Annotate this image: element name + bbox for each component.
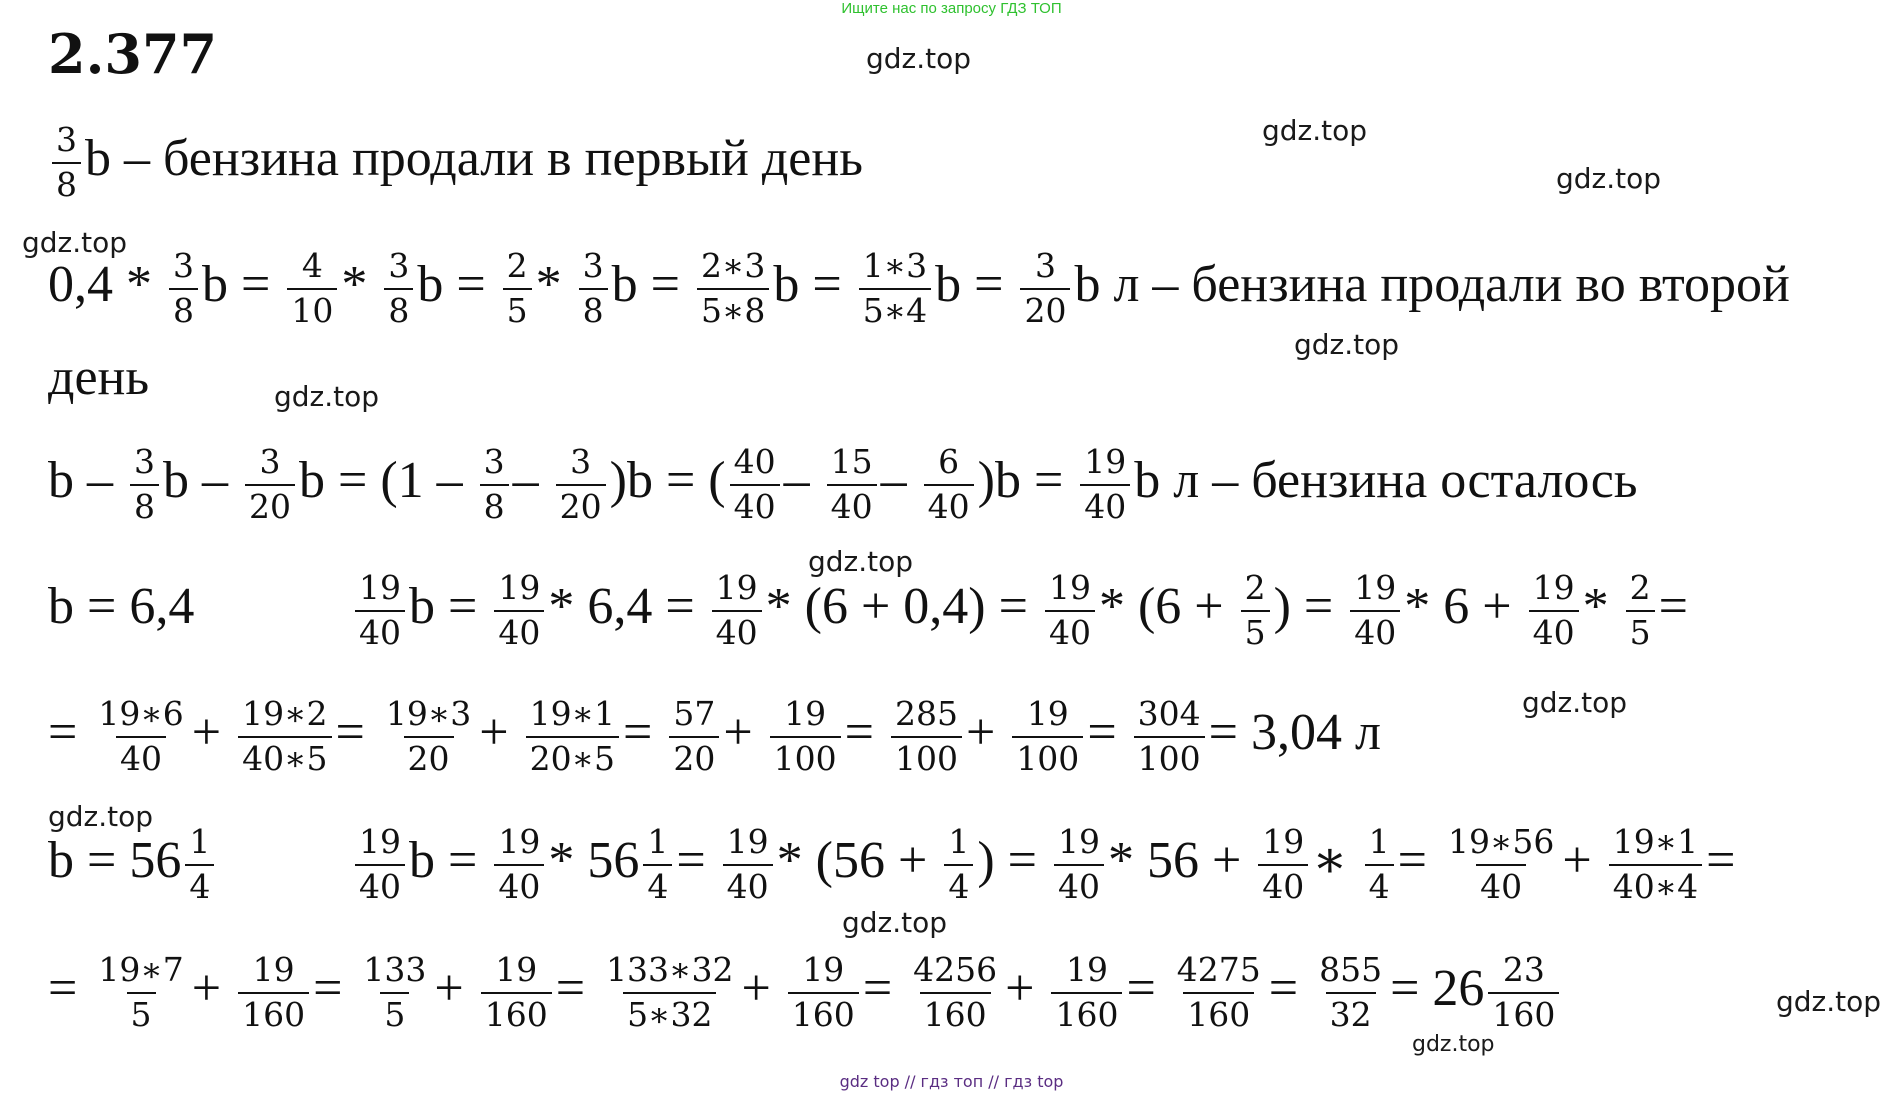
fraction: $\frac{19∗6}{40}$ [98, 694, 184, 778]
fraction: $\frac{855}{32}$ [1319, 950, 1383, 1034]
equation-line-4 [48, 444, 1638, 526]
watermark: gdz.top [274, 380, 380, 413]
equation-line-5 [48, 570, 1688, 652]
fraction: $\frac{19∗1}{40∗4}$ [1609, 824, 1702, 906]
fraction: $\frac{3}{8}$ [579, 248, 608, 330]
math-text: b = [935, 255, 1004, 313]
equation-line-7 [48, 824, 1735, 906]
math-text: = [1397, 831, 1427, 889]
footer-links: gdz top // гдз топ // гдз top [839, 1072, 1064, 1091]
fraction: $\frac{1}{4}$ [944, 824, 973, 906]
fraction: $\frac{40}{40}$ [730, 444, 780, 526]
fraction: $\frac{15}{40}$ [827, 444, 877, 526]
fraction: $\frac{19}{160}$ [788, 952, 859, 1034]
watermark: gdz.top [808, 545, 914, 578]
math-text: – [783, 451, 810, 509]
math-text: b = (1 – [299, 451, 463, 509]
watermark: gdz.top [1522, 686, 1628, 719]
watermark: gdz.top [842, 906, 948, 939]
math-text: * 56 [548, 831, 640, 889]
math-text: * (6 + [1098, 577, 1224, 635]
fraction: $\frac{133}{5}$ [363, 950, 427, 1034]
math-text: = [1658, 577, 1688, 635]
math-text: ) = [1273, 577, 1334, 635]
math-text: b = 56 [48, 831, 182, 889]
math-text: = [862, 959, 893, 1017]
math-text: + [1005, 959, 1035, 1017]
fraction: $\frac{19}{40}$ [355, 824, 405, 906]
math-text: * (6 + 0,4) = [765, 577, 1028, 635]
fraction: $\frac{304}{100}$ [1134, 696, 1205, 778]
math-text: = [1126, 959, 1156, 1017]
fraction: $\frac{19}{40}$ [1045, 570, 1095, 652]
math-text: – [512, 451, 539, 509]
math-text: b = 6,4 [48, 577, 195, 635]
math-text: * 6,4 = [548, 577, 695, 635]
equation-line-2 [48, 248, 1790, 330]
fraction: $\frac{4256}{160}$ [913, 950, 998, 1034]
fraction: $\frac{19∗56}{40}$ [1447, 822, 1555, 906]
math-text: ∗ [1312, 831, 1348, 889]
fraction: $\frac{3}{8}$ [384, 248, 413, 330]
math-text: = [48, 959, 78, 1017]
watermark: gdz.top [1776, 985, 1882, 1018]
fraction: $\frac{3}{8}$ [52, 122, 81, 204]
math-text: = [555, 959, 586, 1017]
fraction: $\frac{19}{40}$ [1054, 824, 1104, 906]
fraction: $\frac{1}{4}$ [185, 824, 214, 906]
equation-line-6 [48, 696, 1381, 778]
fraction: $\frac{19}{40}$ [355, 570, 405, 652]
math-text: * 56 + [1107, 831, 1242, 889]
fraction: $\frac{3}{20}$ [245, 444, 295, 526]
watermark: gdz.top [1412, 1032, 1495, 1057]
math-text: * [1582, 577, 1609, 635]
fraction: $\frac{133∗32}{5∗32}$ [606, 950, 734, 1034]
watermark: gdz.top [866, 42, 972, 75]
equation-line-1 [48, 122, 863, 204]
fraction: $\frac{19}{40}$ [1350, 570, 1400, 652]
fraction: $\frac{285}{100}$ [891, 696, 962, 778]
math-text: = 26 [1390, 959, 1485, 1017]
math-text: = [844, 703, 874, 761]
math-text: = [1706, 831, 1736, 889]
fraction: $\frac{19}{40}$ [1080, 444, 1130, 526]
math-text: b = [773, 255, 842, 313]
fraction: $\frac{1}{4}$ [643, 824, 672, 906]
fraction: $\frac{4275}{160}$ [1176, 950, 1261, 1034]
math-text: b – бензина продали в первый день [85, 129, 863, 187]
math-text: + [723, 703, 753, 761]
math-text: b = [611, 255, 680, 313]
fraction: $\frac{19}{40}$ [723, 824, 773, 906]
fraction: $\frac{19∗7}{5}$ [98, 950, 184, 1034]
fraction: $\frac{19}{40}$ [1529, 570, 1579, 652]
watermark: gdz.top [1556, 162, 1662, 195]
fraction: $\frac{19}{40}$ [494, 824, 544, 906]
equation-line-8 [48, 952, 1563, 1034]
math-text: )b = [977, 451, 1064, 509]
math-text: b = [409, 577, 478, 635]
math-text: + [965, 703, 996, 761]
watermark: gdz.top [1262, 114, 1368, 147]
fraction: $\frac{1∗3}{5∗4}$ [859, 248, 931, 330]
fraction: $\frac{3}{20}$ [556, 444, 606, 526]
math-text: = [1087, 703, 1117, 761]
problem-number: 2.377 [48, 22, 218, 86]
top-banner: Ищите нас по запросу ГДЗ ТОП [841, 0, 1062, 17]
math-text: b = [409, 831, 478, 889]
fraction: $\frac{19}{100}$ [1012, 696, 1083, 778]
math-text: ) = [977, 831, 1037, 889]
math-text: * [341, 255, 368, 313]
fraction: $\frac{19}{160}$ [481, 952, 552, 1034]
math-text: * [535, 255, 562, 313]
math-text: – [880, 451, 907, 509]
fraction: $\frac{19}{100}$ [770, 696, 841, 778]
fraction: $\frac{3}{8}$ [480, 444, 509, 526]
fraction: $\frac{57}{20}$ [669, 696, 719, 778]
math-text: b л – бензина осталось [1134, 451, 1638, 509]
math-text: = 3,04 л [1208, 703, 1381, 761]
math-text: * 6 + [1404, 577, 1512, 635]
math-text: b – [48, 451, 113, 509]
fraction: $\frac{3}{8}$ [169, 248, 198, 330]
math-text: + [741, 959, 771, 1017]
fraction: $\frac{19∗1}{20∗5}$ [526, 696, 619, 778]
fraction: $\frac{19}{40}$ [1258, 824, 1308, 906]
math-text: + [1562, 831, 1592, 889]
fraction: $\frac{19∗3}{20}$ [385, 694, 472, 778]
fraction: $\frac{1}{4}$ [1365, 824, 1394, 906]
fraction: $\frac{23}{160}$ [1488, 952, 1559, 1034]
math-text: + [191, 959, 222, 1017]
mixed-number [48, 824, 338, 906]
fraction: $\frac{6}{40}$ [924, 444, 974, 526]
math-text: = [1268, 959, 1299, 1017]
fraction: $\frac{19}{160}$ [1051, 952, 1122, 1034]
fraction: $\frac{3}{20}$ [1020, 248, 1070, 330]
math-text: + [191, 703, 222, 761]
math-text: = [48, 703, 78, 761]
fraction: $\frac{2}{5}$ [1626, 570, 1655, 652]
math-text: b – [163, 451, 228, 509]
math-text: + [434, 959, 464, 1017]
fraction: $\frac{19∗2}{40∗5}$ [238, 696, 331, 778]
fraction: $\frac{19}{160}$ [238, 952, 309, 1034]
fraction: $\frac{19}{40}$ [494, 570, 544, 652]
fraction: $\frac{19}{40}$ [712, 570, 762, 652]
fraction: $\frac{2}{5}$ [1241, 570, 1270, 652]
fraction: $\frac{3}{8}$ [130, 444, 159, 526]
math-text: + [479, 703, 509, 761]
math-text: b = [202, 255, 271, 313]
math-text: день [48, 349, 150, 406]
equation-line-3 [48, 349, 150, 406]
math-text: = [335, 703, 365, 761]
math-text: )b = ( [609, 451, 726, 509]
fraction: $\frac{2}{5}$ [503, 248, 532, 330]
watermark: gdz.top [22, 226, 128, 259]
math-text: b = [417, 255, 486, 313]
math-text: * (56 + [776, 831, 928, 889]
fraction: $\frac{2∗3}{5∗8}$ [697, 248, 769, 330]
watermark: gdz.top [1294, 328, 1400, 361]
watermark: gdz.top [48, 800, 154, 833]
fraction: $\frac{4}{10}$ [287, 248, 337, 330]
math-text: = [623, 703, 653, 761]
math-text: = [676, 831, 706, 889]
math-text: b л – бензина продали во второй [1074, 255, 1790, 313]
math-text: = [313, 959, 343, 1017]
math-text: 0,4 * [48, 255, 152, 313]
